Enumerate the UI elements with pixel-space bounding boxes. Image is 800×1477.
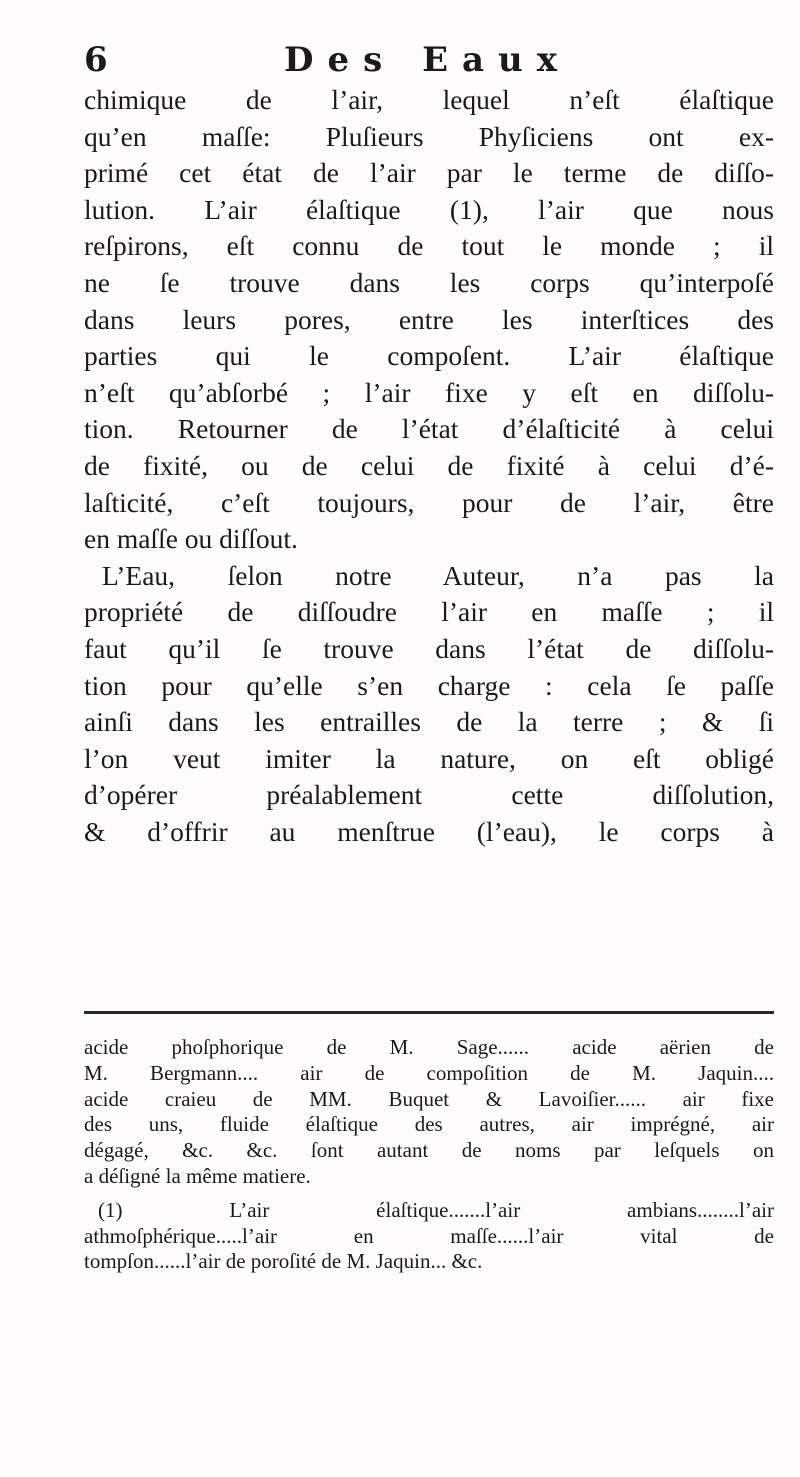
footnote-line: a déſigné la même matiere. <box>84 1163 311 1188</box>
text-line: tion pour qu’elle s’en charge : cela ſe paſſe <box>84 669 774 701</box>
text-line: primé cet état de l’air par le terme de diſſo- <box>84 157 774 189</box>
text-line: ne ſe trouve dans les corps qu’interpoſé <box>84 266 774 298</box>
text-line: en maſſe ou diſſout. <box>84 523 298 555</box>
running-title: Des Eaux <box>284 40 572 80</box>
footnote-line: athmoſphérique.....l’air en maſſe......l’air vital de <box>84 1223 774 1248</box>
page-header <box>84 40 774 80</box>
text-line: laſticité, c’eſt toujours, pour de l’air, être <box>84 486 774 518</box>
text-line: faut qu’il ſe trouve dans l’état de diſſolu- <box>84 632 774 664</box>
text-line: L’Eau, ſelon notre Auteur, n’a pas la <box>102 559 774 591</box>
text-line: lution. L’air élaſtique (1), l’air que nous <box>84 193 774 225</box>
text-line: reſpirons, eſt connu de tout le monde ; il <box>84 230 774 262</box>
page-number: 6 <box>84 40 108 80</box>
footnote-line: acide craieu de MM. Buquet & Lavoiſier...... air fixe <box>84 1086 774 1111</box>
footnote-line: acide phoſphorique de M. Sage...... acide aërien de <box>84 1035 774 1059</box>
text-line: l’on veut imiter la nature, on eſt obligé <box>84 742 774 774</box>
text-line: d’opérer préalablement cette diſſolution, <box>84 779 774 811</box>
text-line: parties qui le compoſent. L’air élaſtique <box>84 340 774 372</box>
text-line: de fixité, ou de celui de fixité à celui d’é- <box>84 449 774 481</box>
footnote-rule <box>84 1011 774 1014</box>
footnote-line: tompſon......l’air de poroſité de M. Jaquin... &c. <box>84 1249 483 1274</box>
text-line: & d’offrir au menſtrue (l’eau), le corps à <box>84 815 774 847</box>
text-line: propriété de diſſoudre l’air en maſſe ; il <box>84 596 774 628</box>
footnote-line: dégagé, &c. &c. ſont autant de noms par leſquels on <box>84 1138 774 1163</box>
footnote-line: M. Bergmann.... air de compoſition de M. Jaquin.... <box>84 1060 774 1085</box>
text-line: dans leurs pores, entre les interſtices des <box>84 303 774 335</box>
main-text <box>84 82 774 850</box>
text-line: tion. Retourner de l’état d’élaſticité à celui <box>84 413 774 445</box>
footnote-gap <box>84 1190 774 1198</box>
text-line: qu’en maſſe: Pluſieurs Phyſiciens ont ex- <box>84 120 774 152</box>
footnotes <box>84 1035 774 1275</box>
text-line: chimique de l’air, lequel n’eſt élaſtique <box>84 84 774 115</box>
text-line: n’eſt qu’abſorbé ; l’air fixe y eſt en diſſolu- <box>84 376 774 408</box>
text-line: ainſi dans les entrailles de la terre ; & ſi <box>84 706 774 738</box>
footnote-line: des uns, fluide élaſtique des autres, air imprégné, air <box>84 1112 774 1137</box>
footnote-line: (1) L’air élaſtique.......l’air ambians........l’air <box>98 1197 774 1222</box>
